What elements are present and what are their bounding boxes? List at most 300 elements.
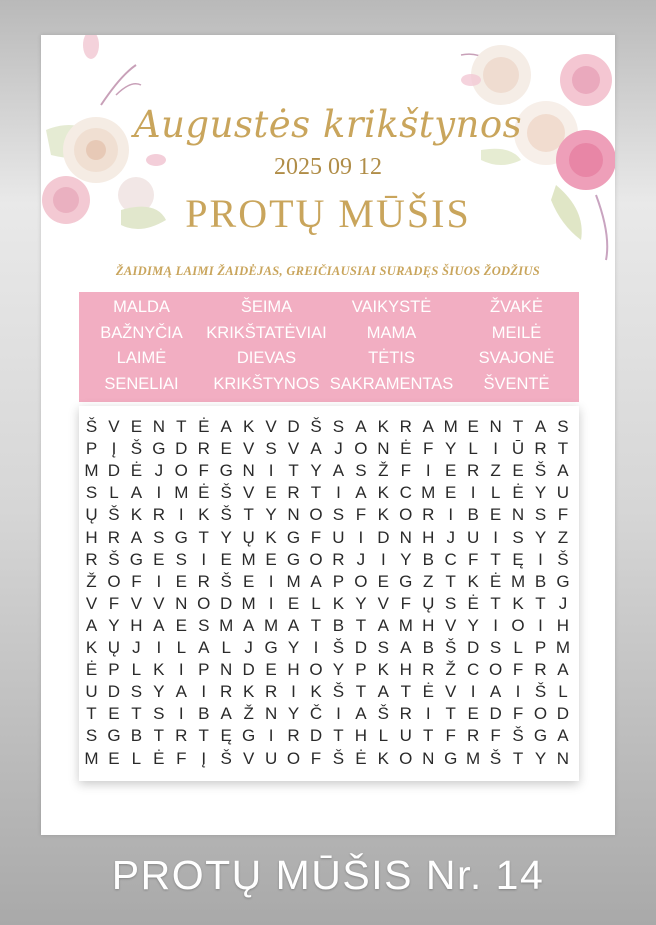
grid-letter: T	[535, 593, 546, 613]
grid-letter: O	[286, 748, 301, 768]
grid-letter: S	[489, 638, 502, 657]
grid-letter: V	[130, 593, 143, 613]
grid-letter: B	[332, 615, 345, 635]
event-date: 2025 09 12	[274, 154, 382, 180]
word-item: MAMA	[366, 323, 417, 342]
grid-letter: F	[310, 748, 322, 768]
grid-letter: A	[130, 527, 143, 547]
grid-letter: U	[399, 726, 412, 746]
grid-letter: T	[131, 704, 142, 724]
grid-letter: F	[467, 549, 479, 569]
grid-letter: O	[399, 505, 413, 525]
grid-letter: H	[354, 726, 368, 746]
grid-letter: D	[489, 704, 502, 724]
grid-letter: K	[85, 638, 98, 657]
grid-letter: Y	[310, 461, 322, 481]
grid-letter: M	[241, 593, 256, 613]
grid-letter: T	[198, 726, 209, 746]
grid-letter: V	[287, 439, 300, 459]
grid-letter: V	[108, 417, 120, 436]
grid-letter: K	[512, 593, 524, 613]
grid-letter: Č	[309, 704, 323, 724]
grid-letter: V	[445, 682, 457, 702]
grid-letter: N	[264, 704, 278, 724]
grid-letter: Š	[332, 638, 345, 657]
grid-letter: H	[399, 660, 412, 680]
grid-letter: E	[265, 549, 277, 569]
grid-letter: E	[265, 660, 277, 680]
word-item: LAIMĖ	[116, 349, 167, 367]
grid-letter: A	[557, 660, 569, 680]
grid-letter: L	[221, 638, 231, 657]
grid-letter: E	[489, 505, 502, 525]
word-item: SVAJONĖ	[478, 349, 555, 367]
grid-letter: T	[310, 483, 322, 503]
grid-letter: T	[512, 417, 524, 436]
grid-letter: F	[490, 726, 501, 746]
grid-letter: Į	[111, 439, 117, 459]
grid-letter: M	[398, 615, 413, 635]
grid-letter: R	[197, 571, 210, 591]
grid-letter: Ė	[198, 417, 210, 436]
grid-letter: Y	[287, 704, 300, 724]
grid-letter: Š	[332, 748, 345, 768]
grid-letter: D	[354, 638, 368, 657]
grid-letter: J	[446, 527, 455, 547]
grid-letter: E	[445, 461, 457, 481]
grid-letter: L	[131, 660, 142, 680]
grid-letter: T	[445, 571, 456, 591]
grid-letter: L	[176, 638, 187, 657]
grid-letter: K	[332, 593, 345, 613]
word-item: MALDA	[113, 298, 170, 316]
grid-letter: K	[153, 660, 165, 680]
grid-letter: Y	[220, 527, 232, 547]
grid-letter: Š	[220, 571, 232, 591]
game-title: PROTŲ MŪŠIS	[185, 191, 471, 236]
word-item: KRIKŠTYNOS	[213, 374, 320, 393]
grid-letter: Š	[220, 505, 232, 525]
grid-letter: F	[198, 461, 209, 481]
grid-letter: E	[220, 439, 232, 459]
grid-letter: G	[219, 461, 233, 481]
grid-letter: J	[244, 638, 253, 657]
grid-letter: A	[377, 682, 390, 702]
grid-letter: Š	[220, 748, 232, 768]
word-item: MEILĖ	[491, 323, 542, 342]
grid-letter: K	[310, 682, 322, 702]
grid-letter: R	[287, 483, 300, 503]
grid-letter: A	[310, 571, 322, 591]
instruction-text: ŽAIDIMĄ LAIMI ŽAIDĖJAS, GREIČIAUSIAI SURADĘS ŠIUOS ŽODŽIUS	[115, 264, 541, 278]
grid-letter: Š	[310, 417, 322, 436]
word-item: ŠEIMA	[240, 298, 293, 316]
grid-letter: C	[399, 483, 412, 503]
grid-letter: P	[85, 439, 98, 459]
grid-letter: R	[467, 726, 480, 746]
grid-letter: T	[243, 505, 254, 525]
grid-letter: G	[556, 571, 570, 591]
grid-letter: C	[467, 660, 480, 680]
grid-letter: V	[85, 593, 98, 613]
grid-letter: Ų	[422, 593, 435, 613]
grid-letter: T	[198, 527, 209, 547]
grid-letter: M	[443, 417, 458, 436]
grid-letter: L	[131, 748, 142, 768]
grid-letter: Ė	[422, 682, 434, 702]
grid-letter: Y	[332, 660, 345, 680]
grid-letter: B	[130, 726, 143, 746]
grid-letter: K	[377, 417, 390, 436]
grid-letter: Y	[355, 593, 367, 613]
grid-letter: N	[377, 439, 390, 459]
grid-letter: R	[399, 704, 412, 724]
grid-letter: I	[268, 593, 274, 613]
grid-letter: Š	[534, 461, 547, 481]
grid-letter: I	[515, 682, 521, 702]
grid-letter: H	[85, 527, 98, 547]
grid-letter: Ž	[86, 571, 97, 591]
grid-letter: A	[130, 483, 143, 503]
grid-letter: Ų	[107, 638, 121, 657]
grid-letter: Ė	[198, 483, 210, 503]
grid-letter: H	[422, 615, 435, 635]
grid-letter: E	[467, 704, 479, 724]
grid-letter: L	[109, 483, 119, 503]
grid-letter: O	[533, 704, 548, 724]
grid-letter: K	[377, 483, 390, 503]
word-item: KRIKŠTATĖVIAI	[206, 323, 327, 342]
grid-letter: G	[152, 439, 166, 459]
grid-letter: R	[534, 439, 547, 459]
grid-letter: R	[422, 505, 435, 525]
grid-letter: E	[130, 417, 143, 436]
grid-letter: M	[421, 483, 436, 503]
grid-letter: E	[108, 704, 120, 724]
grid-letter: T	[355, 615, 367, 635]
word-item: SENELIAI	[104, 374, 179, 393]
grid-letter: K	[242, 682, 255, 702]
grid-letter: R	[175, 726, 188, 746]
grid-letter: R	[197, 439, 210, 459]
grid-letter: Z	[557, 527, 569, 547]
grid-letter: D	[377, 527, 390, 547]
grid-letter: M	[241, 549, 256, 569]
grid-letter: E	[467, 417, 479, 436]
grid-letter: S	[332, 505, 345, 525]
grid-letter: K	[377, 505, 390, 525]
grid-letter: E	[287, 593, 300, 613]
grid-letter: N	[152, 417, 165, 436]
grid-letter: L	[468, 439, 478, 459]
grid-letter: Š	[108, 549, 120, 569]
grid-letter: N	[242, 461, 255, 481]
grid-letter: Š	[512, 726, 524, 746]
grid-letter: K	[242, 417, 255, 436]
grid-letter: A	[242, 615, 255, 635]
grid-letter: T	[86, 704, 97, 724]
grid-letter: J	[558, 593, 568, 613]
grid-letter: M	[174, 483, 189, 503]
grid-letter: V	[242, 439, 255, 459]
grid-letter: R	[85, 549, 98, 569]
grid-letter: P	[355, 660, 367, 680]
grid-letter: S	[332, 417, 345, 436]
grid-letter: V	[153, 593, 165, 613]
grid-letter: S	[355, 461, 367, 481]
grid-letter: F	[355, 505, 367, 525]
grid-letter: Y	[153, 682, 165, 702]
grid-letter: A	[198, 638, 210, 657]
grid-letter: Ū	[511, 439, 525, 459]
grid-letter: A	[489, 682, 502, 702]
grid-letter: Y	[534, 483, 547, 503]
grid-letter: T	[490, 549, 501, 569]
grid-letter: F	[512, 704, 524, 724]
grid-letter: O	[107, 571, 121, 591]
event-title: Augustės krikštynos	[133, 103, 523, 146]
grid-letter: D	[107, 682, 121, 702]
grid-letter: T	[445, 704, 456, 724]
grid-letter: G	[399, 571, 413, 591]
grid-letter: O	[174, 461, 188, 481]
grid-letter: G	[286, 527, 301, 547]
grid-letter: E	[108, 748, 120, 768]
grid-letter: T	[423, 726, 434, 746]
grid-letter: Y	[400, 549, 412, 569]
grid-letter: E	[265, 483, 277, 503]
grid-letter: Š	[85, 417, 98, 436]
grid-letter: R	[422, 660, 435, 680]
grid-letter: B	[422, 638, 434, 657]
grid-letter: Š	[130, 439, 143, 459]
grid-letter: O	[354, 571, 368, 591]
grid-letter: I	[178, 505, 184, 525]
grid-letter: I	[178, 660, 184, 680]
grid-letter: T	[310, 615, 322, 635]
grid-letter: I	[358, 527, 364, 547]
grid-letter: Ė	[153, 748, 165, 768]
grid-letter: T	[176, 417, 187, 436]
grid-letter: D	[556, 704, 570, 724]
grid-letter: F	[400, 461, 411, 481]
grid-letter: D	[175, 439, 188, 459]
grid-letter: A	[355, 704, 367, 724]
grid-letter: Š	[377, 704, 390, 724]
grid-letter: G	[533, 726, 548, 746]
grid-letter: O	[309, 549, 323, 569]
grid-letter: N	[422, 748, 435, 768]
grid-letter: O	[399, 748, 413, 768]
grid-letter: E	[220, 549, 232, 569]
grid-letter: I	[493, 615, 498, 635]
grid-letter: F	[176, 748, 187, 768]
grid-letter: D	[467, 638, 480, 657]
grid-letter: E	[512, 461, 524, 481]
grid-letter: Y	[445, 439, 457, 459]
grid-letter: U	[556, 483, 570, 503]
grid-letter: B	[534, 571, 547, 591]
grid-letter: Į	[201, 748, 207, 768]
grid-letter: M	[555, 638, 571, 657]
grid-letter: O	[309, 505, 323, 525]
grid-letter: A	[220, 417, 232, 436]
grid-letter: M	[286, 571, 301, 591]
grid-letter: S	[153, 527, 165, 547]
grid-letter: S	[153, 704, 165, 724]
grid-letter: S	[445, 593, 457, 613]
grid-letter: M	[466, 748, 481, 768]
grid-letter: E	[175, 615, 187, 635]
grid-letter: A	[557, 461, 569, 481]
grid-letter: F	[131, 571, 142, 591]
word-item: VAIKYSTĖ	[351, 298, 432, 316]
grid-letter: K	[467, 571, 479, 591]
grid-letter: R	[467, 461, 480, 481]
grid-letter: M	[84, 748, 99, 768]
grid-letter: I	[291, 682, 296, 702]
grid-letter: Y	[534, 527, 547, 547]
grid-letter: J	[154, 461, 164, 481]
grid-letter: H	[130, 615, 143, 635]
grid-letter: T	[355, 682, 367, 702]
grid-letter: S	[198, 615, 210, 635]
grid-letter: A	[400, 638, 412, 657]
grid-letter: R	[264, 682, 278, 702]
grid-letter: E	[175, 571, 187, 591]
grid-letter: I	[470, 483, 476, 503]
grid-letter: F	[445, 726, 456, 746]
footer-title: PROTŲ MŪŠIS Nr. 14	[111, 852, 545, 898]
grid-letter: A	[310, 439, 322, 459]
grid-letter: I	[448, 505, 454, 525]
grid-letter: V	[242, 483, 255, 503]
word-item: ŽVAKĖ	[490, 298, 543, 316]
grid-letter: I	[268, 571, 274, 591]
grid-letter: Š	[108, 505, 120, 525]
grid-letter: I	[538, 615, 543, 635]
grid-letter: A	[85, 615, 98, 635]
grid-letter: G	[174, 527, 188, 547]
grid-letter: Ė	[355, 748, 367, 768]
grid-letter: Z	[423, 571, 434, 591]
grid-letter: A	[355, 417, 367, 436]
grid-letter: M	[510, 571, 526, 591]
grid-letter: H	[422, 527, 435, 547]
grid-letter: A	[287, 615, 300, 635]
grid-letter: M	[84, 461, 99, 481]
grid-letter: A	[557, 726, 569, 746]
grid-letter: Ž	[378, 461, 389, 481]
grid-letter: K	[130, 505, 143, 525]
grid-letter: K	[198, 505, 210, 525]
word-list	[79, 292, 579, 402]
grid-letter: N	[556, 748, 570, 768]
grid-letter: G	[444, 748, 458, 768]
grid-letter: U	[85, 682, 98, 702]
grid-letter: Y	[534, 748, 547, 768]
grid-letter: J	[132, 638, 141, 657]
grid-letter: K	[265, 527, 277, 547]
grid-letter: F	[423, 439, 434, 459]
word-item: ŠVENTĖ	[483, 374, 550, 393]
grid-letter: I	[425, 461, 431, 481]
grid-letter: O	[511, 615, 525, 635]
grid-letter: N	[220, 660, 233, 680]
grid-letter: K	[377, 660, 390, 680]
grid-letter: I	[156, 483, 162, 503]
grid-letter: R	[220, 682, 233, 702]
grid-letter: Š	[445, 638, 457, 657]
grid-letter: E	[377, 571, 390, 591]
grid-letter: F	[108, 593, 120, 613]
grid-letter: Ę	[220, 726, 232, 746]
grid-letter: I	[178, 704, 184, 724]
grid-letter: K	[377, 748, 390, 768]
grid-letter: N	[489, 417, 502, 436]
grid-letter: R	[287, 726, 300, 746]
grid-letter: J	[356, 549, 366, 569]
grid-letter: L	[513, 638, 523, 657]
grid-letter: T	[333, 726, 344, 746]
grid-letter: G	[129, 549, 143, 569]
puzzle-card	[41, 35, 615, 835]
grid-letter: Ž	[445, 660, 456, 680]
grid-letter: Š	[220, 483, 232, 503]
grid-letter: N	[287, 505, 300, 525]
grid-letter: L	[558, 682, 568, 702]
grid-letter: U	[264, 748, 278, 768]
grid-letter: A	[377, 615, 390, 635]
grid-letter: R	[107, 527, 121, 547]
grid-letter: A	[153, 615, 165, 635]
grid-letter: G	[107, 726, 121, 746]
grid-letter: U	[332, 527, 345, 547]
grid-letter: Ų	[242, 527, 255, 547]
grid-letter: D	[309, 726, 323, 746]
grid-letter: E	[242, 571, 255, 591]
grid-letter: I	[268, 461, 274, 481]
grid-letter: V	[265, 417, 277, 436]
grid-letter: O	[197, 593, 211, 613]
grid-letter: O	[488, 660, 503, 680]
grid-letter: N	[175, 593, 188, 613]
grid-letter: Ė	[400, 439, 412, 459]
grid-letter: S	[557, 417, 569, 436]
grid-letter: Ė	[512, 483, 524, 503]
grid-letter: I	[156, 571, 162, 591]
grid-letter: Ž	[243, 704, 254, 724]
grid-letter: G	[286, 549, 301, 569]
grid-letter: Y	[108, 615, 120, 635]
grid-letter: P	[198, 660, 210, 680]
grid-letter: J	[334, 439, 343, 459]
grid-letter: I	[156, 638, 162, 657]
grid-letter: S	[85, 726, 98, 746]
grid-letter: S	[85, 483, 98, 503]
grid-letter: A	[220, 704, 232, 724]
grid-letter: F	[400, 593, 411, 613]
grid-letter: S	[175, 549, 187, 569]
grid-letter: V	[377, 593, 390, 613]
grid-letter: O	[354, 439, 368, 459]
grid-letter: E	[153, 549, 165, 569]
grid-letter: T	[400, 682, 411, 702]
word-item: SAKRAMENTAS	[329, 374, 454, 393]
grid-letter: S	[512, 527, 524, 547]
grid-letter: Ė	[467, 593, 479, 613]
word-item: TĖTIS	[368, 349, 415, 367]
